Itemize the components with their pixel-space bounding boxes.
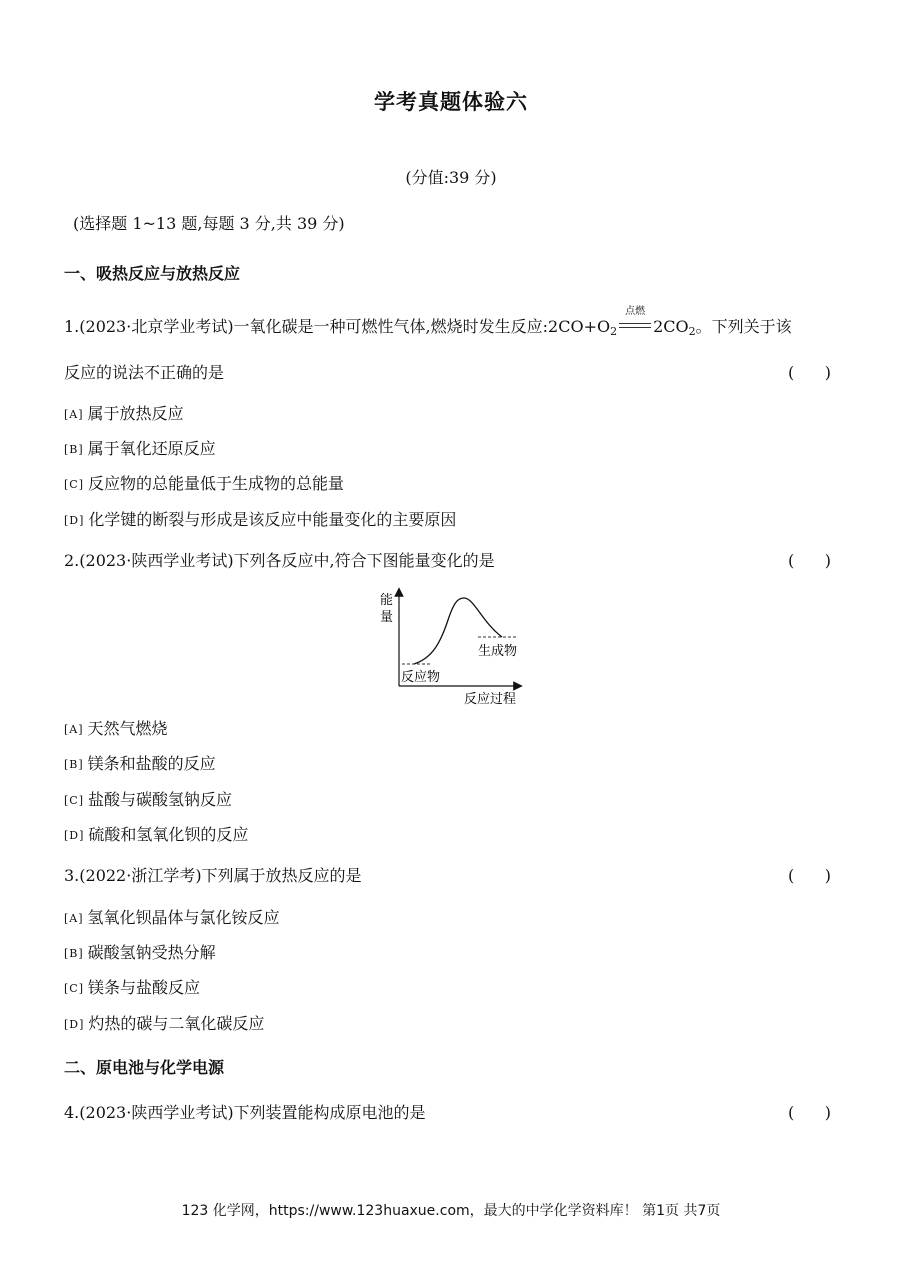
answer-bracket-2: ( ) [788, 551, 831, 570]
option-text: 氢氧化钡晶体与氯化铵反应 [87, 908, 280, 927]
page-title: 学考真题体验六 [374, 89, 528, 114]
option-letter: [A] [64, 408, 84, 421]
option-letter: [D] [64, 514, 85, 527]
question-1-line2: 反应的说法不正确的是 [64, 363, 225, 382]
score-note: (分值:39 分) [405, 168, 497, 187]
option-letter: [C] [64, 982, 84, 995]
q3-option-a[interactable] [64, 908, 280, 929]
q1-stem-end: 。下列关于该 [695, 317, 792, 336]
reaction-condition [618, 306, 652, 336]
section-heading-1: 一、吸热反应与放热反应 [64, 264, 241, 283]
answer-bracket-1: ( ) [788, 363, 831, 382]
page-footer: 123 化学网，https://www.123huaxue.com，最大的中学化学资料库！ 第1页 共7页 [181, 1203, 721, 1219]
option-text: 硫酸和氢氧化钡的反应 [88, 825, 249, 844]
y-axis-label-2: 量 [380, 610, 394, 625]
q1-stem-before: 1.(2023·北京学业考试)一氧化碳是一种可燃性气体,燃烧时发生反应:2CO+O [64, 317, 611, 336]
condition-label: 点燃 [625, 306, 646, 317]
option-letter: [B] [64, 947, 84, 960]
option-text: 碳酸氢钠受热分解 [87, 943, 216, 962]
q2-option-b[interactable] [64, 754, 216, 775]
option-letter: [D] [64, 1018, 85, 1031]
q3-option-d[interactable] [64, 1014, 264, 1035]
option-text: 镁条和盐酸的反应 [87, 754, 216, 773]
option-text: 属于氧化还原反应 [87, 439, 216, 458]
q3-option-c[interactable] [64, 978, 200, 999]
question-1-stem [64, 306, 792, 342]
q2-option-c[interactable] [64, 790, 232, 811]
answer-bracket-3: ( ) [788, 866, 831, 885]
option-letter: [A] [64, 723, 84, 736]
q2-option-d[interactable] [64, 825, 248, 846]
option-text: 属于放热反应 [87, 404, 184, 423]
section-heading-2: 二、原电池与化学电源 [64, 1058, 225, 1077]
option-text: 反应物的总能量低于生成物的总能量 [88, 474, 345, 493]
q1-option-b[interactable] [64, 439, 216, 460]
option-text: 灼热的碳与二氧化碳反应 [88, 1014, 265, 1033]
q1-option-a[interactable] [64, 404, 184, 425]
option-letter: [A] [64, 912, 84, 925]
option-text: 天然气燃烧 [87, 719, 168, 738]
q3-option-b[interactable] [64, 943, 216, 964]
answer-bracket-4: ( ) [788, 1103, 831, 1122]
option-letter: [C] [64, 478, 84, 491]
q1-option-d[interactable] [64, 510, 456, 531]
question-4-stem: 4.(2023·陕西学业考试)下列装置能构成原电池的是 [64, 1103, 426, 1122]
x-axis-label: 反应过程 [464, 692, 517, 707]
option-letter: [D] [64, 829, 85, 842]
q1-co2-subscript: 2 [688, 325, 696, 338]
option-text: 盐酸与碳酸氢钠反应 [88, 790, 233, 809]
option-letter: [B] [64, 758, 84, 771]
q1-option-c[interactable] [64, 474, 344, 495]
energy-diagram [370, 586, 530, 708]
question-3-stem: 3.(2022·浙江学考)下列属于放热反应的是 [64, 866, 362, 885]
question-2-stem: 2.(2023·陕西学业考试)下列各反应中,符合下图能量变化的是 [64, 551, 495, 570]
product-label: 生成物 [478, 644, 518, 659]
option-text: 化学键的断裂与形成是该反应中能量变化的主要原因 [88, 510, 457, 529]
option-letter: [B] [64, 443, 84, 456]
q2-option-a[interactable] [64, 719, 168, 740]
reactant-label: 反应物 [401, 670, 441, 685]
instruction: (选择题 1~13 题,每题 3 分,共 39 分) [73, 214, 345, 233]
y-axis-label-1: 能 [380, 593, 394, 608]
q1-stem-after: 2CO [653, 317, 689, 336]
option-text: 镁条与盐酸反应 [88, 978, 201, 997]
option-letter: [C] [64, 794, 84, 807]
equals-sign [619, 323, 651, 328]
q1-o2-subscript: 2 [610, 325, 618, 338]
